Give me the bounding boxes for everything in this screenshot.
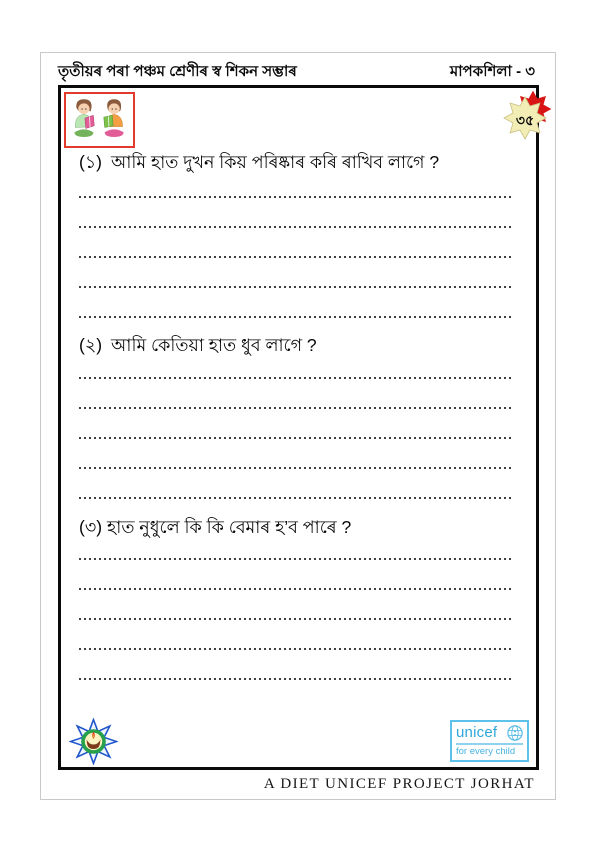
answer-dotted-line bbox=[79, 316, 511, 318]
question-2 bbox=[79, 333, 522, 362]
answer-dotted-line bbox=[79, 467, 511, 469]
question-2-text: আমি কেতিয়া হাত ধুব লাগে ? bbox=[111, 335, 317, 355]
children-reading-illustration bbox=[64, 92, 135, 148]
question-2-answer-lines bbox=[79, 377, 511, 527]
answer-dotted-line bbox=[79, 286, 511, 288]
answer-dotted-line bbox=[79, 618, 511, 620]
header-right-title: মাপকশিলা - ৩ bbox=[449, 63, 535, 80]
answer-dotted-line bbox=[79, 256, 511, 258]
unicef-tagline: for every child bbox=[456, 746, 516, 757]
page-number-badge bbox=[499, 90, 557, 141]
footer-credit: A DIET UNICEF PROJECT JORHAT bbox=[263, 776, 535, 792]
diet-logo bbox=[69, 718, 118, 765]
answer-dotted-line bbox=[79, 588, 511, 590]
question-3-text: হাত নুধুলে কি কি বেমাৰ হ’ব পাৰে ? bbox=[107, 517, 352, 537]
question-1 bbox=[79, 150, 522, 179]
question-3 bbox=[79, 515, 522, 544]
answer-dotted-line bbox=[79, 558, 511, 560]
content-box bbox=[58, 85, 539, 770]
question-1-answer-lines bbox=[79, 196, 511, 346]
unicef-divider bbox=[456, 743, 523, 745]
answer-dotted-line bbox=[79, 226, 511, 228]
header-left-title: তৃতীয়ৰ পৰা পঞ্চম শ্ৰেণীৰ স্ব শিকন সম্ভাৰ bbox=[58, 63, 297, 80]
answer-dotted-line bbox=[79, 196, 511, 198]
question-3-number: (৩) bbox=[79, 517, 103, 537]
answer-dotted-line bbox=[79, 648, 511, 650]
page-header bbox=[58, 60, 535, 82]
question-2-number: (২) bbox=[79, 335, 103, 355]
question-1-number: (১) bbox=[79, 152, 103, 172]
unicef-wordmark: unicef bbox=[456, 724, 498, 741]
answer-dotted-line bbox=[79, 497, 511, 499]
question-3-answer-lines bbox=[79, 558, 511, 708]
question-1-text: আমি হাত দুখন কিয় পৰিষ্কাৰ কৰি ৰাখিব লাগে ? bbox=[111, 152, 440, 172]
diet-emblem-icon bbox=[69, 718, 118, 765]
answer-dotted-line bbox=[79, 377, 511, 379]
answer-dotted-line bbox=[79, 437, 511, 439]
unicef-globe-icon bbox=[507, 725, 523, 741]
answer-dotted-line bbox=[79, 678, 511, 680]
unicef-logo bbox=[450, 720, 529, 762]
children-reading-icon bbox=[66, 94, 133, 146]
answer-dotted-line bbox=[79, 407, 511, 409]
worksheet-page bbox=[40, 52, 556, 800]
badge-number: ৩৫ bbox=[515, 112, 535, 128]
